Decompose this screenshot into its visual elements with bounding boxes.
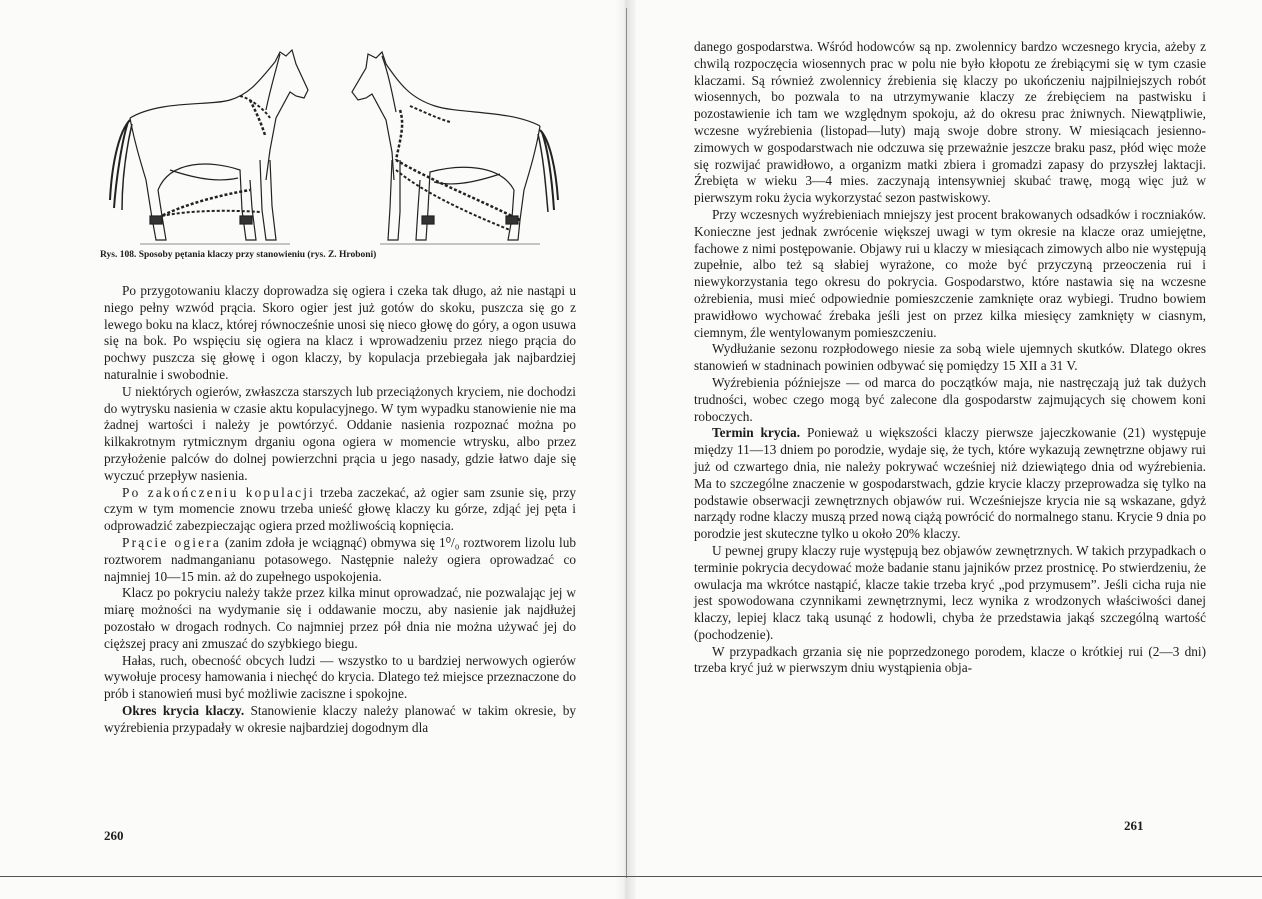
section-heading: Termin krycia. bbox=[712, 425, 801, 441]
paragraph: Okres krycia klaczy. Stanowienie klaczy należy planować w takim okresie, by wyźrebienia przypadały w okresie najbardziej dogodnym dla bbox=[104, 702, 576, 735]
paragraph: W przypadkach grzania się nie poprzedzonego porodem, klacze o krótkiej rui (2—3 dni) trzeba kryć już w pierwszym dniu wystąpienia obja- bbox=[694, 643, 1206, 676]
paragraph: Wydłużanie sezonu rozpłodowego niesie za sobą wiele ujemnych skutków. Dlatego okres stanowień w stadninach powinien odbywać się pomiędzy 15 XII a 31 V. bbox=[694, 341, 1206, 374]
page-number-left: 260 bbox=[104, 828, 124, 843]
left-text-column bbox=[104, 283, 576, 737]
paragraph: U niektórych ogierów, zwłaszcza starszych lub przeciążonych kryciem, nie dochodzi do wytrysku nasienia w czasie aktu kopulacyjnego. W tym wypadku stanowienie nie ma żadnej wartości i należy je powtórzyć. Oddanie nasienia rozpoznać można po kilkakrotnym rytmicznym drganiu ogona ogiera w momencie wtrysku, albo przez przyłożenie palców do dolnej powierzchni prącia u jego nasady, gdzie łatwo daje się wyczuć przepływ nasienia. bbox=[104, 383, 576, 483]
paragraph: Przy wczesnych wyźrebieniach mniejszy jest procent brakowanych odsadków i roczniaków. Konieczne jest jednak zwrócenie większej uwagi w tym okresie na klacze oraz umiejętne, fachowe z nimi postępowanie. Objawy rui u klaczy w miesiącach zimowych albo nie występują zupełnie, albo też są słabiej wyrażone, co może być przyczyną przeoczenia rui i niewykorzystania tego okresu do pokrycia. Gospodarstwo, które nastawia się na wczesne ożrebienia, musi mieć odpowiednie pomieszczenie zamknięte oraz wybiegi. Trudno bowiem prawidłowo wychować źrebaka jeśli jest on przez kilka miesięcy zamknięty w ciasnym, ciemnym, źle wentylowanym pomieszczeniu. bbox=[694, 206, 1206, 340]
page-gutter-line bbox=[626, 8, 627, 878]
right-text-column bbox=[694, 39, 1206, 677]
left-page bbox=[0, 0, 622, 899]
spaced-lead: Prącie ogiera bbox=[122, 534, 221, 550]
figure-horses bbox=[100, 40, 578, 250]
paragraph: Termin krycia. Ponieważ u większości klaczy pierwsze jajeczkowanie (21) występuje między 11—13 dniem po porodzie, wydaje się, że tych, które wykazują zewnętrzne objawy rui już od czwartego dnia, nie należy pokrywać wcześniej niż dziewiątego dnia od wyźrebienia. Ma to szczególne znaczenie w gospodarstwach, gdzie krycie klaczy przeprowadza się tylko na podstawie obserwacji zewnętrznych objawów rui. Wcześniejsze krycia nie są wskazane, gdyż narządy rodne klaczy muszą przed nową ciążą powrócić do normalnego stanu. Krycie 9 dnia po porodzie jest skuteczne tylko u około 20% klaczy. bbox=[694, 425, 1206, 542]
paragraph: Po przygotowaniu klaczy doprowadza się ogiera i czeka tak długo, aż nie nastąpi u niego pełny wzwód prącia. Skoro ogier jest już gotów do skoku, puszcza się go z lewego boku na klacz, której równocześnie unosi się nieco głowę do góry, a ogon usuwa się na bok. Po wspięciu się ogiera na klacz i wprowadzeniu przez niego prącia do pochwy puszcza się głowę i ogon klaczy, by kopulacja przebiegała jak najbardziej naturalnie i swobodnie. bbox=[104, 283, 576, 382]
horses-illustration bbox=[100, 40, 578, 250]
paragraph: danego gospodarstwa. Wśród hodowców są np. zwolennicy bardzo wczesnego krycia, ażeby z chwilą rozpoczęcia wiosennych prac w polu nie było kłopotu ze źrebiącymi się w tym czasie klaczami. Są również zwolennicy źrebienia się klaczy po ukończeniu najpilniejszych robót wiosennych, bo pozwala to na utrzymywanie klaczy ze źrebięciem na pastwisku i pozostawienie ich tam we względnym spokoju, aż do okresu prac żniwnych. Niewątpliwie, wczesne wyźrebienia (listopad—luty) mają swoje dobre strony. W miesiącach jesienno-zimowych w gospodarstwach nie odczuwa się przeważnie jeszcze braku pasz, płód więc może się rozwijać prawidłowo, a organizm matki zbiera i gromadzi zapasy do przyszłej laktacji. Źrebięta w wieku 3—4 mies. zaczynają intensywniej skubać trawę, mogą więc już w pierwszym roku życia wykorzystać sezon pastwiskowy. bbox=[694, 39, 1206, 206]
right-page bbox=[630, 0, 1262, 899]
paragraph: Po zakończeniu kopulacji trzeba zaczekać, aż ogier sam zsunie się, przy czym w tym momencie znowu trzeba unieść głowę klaczy ku górze, zdjąć jej pęta i odprowadzić zabezpieczając ogiera przed możliwością kopnięcia. bbox=[104, 484, 576, 534]
paragraph: Prącie ogiera (zanim zdoła je wciągnąć) obmywa się 1⁰/₀ roztworem lizolu lub roztworem nadmanganianu potasowego. Następnie należy ogiera oprowadzać co najmniej 10—15 min. aż do zupełnego uspokojenia. bbox=[104, 534, 576, 584]
paragraph: Klacz po pokryciu należy także przez kilka minut oprowadzać, nie pozwalając jej w miarę możności na wydymanie się i oddawanie moczu, aby nasienie jak najdłużej pozostało w drogach rodnych. Co najmniej przez pół dnia nie można używać jej do cięższej pracy ani zmuszać do szybkiego biegu. bbox=[104, 585, 576, 651]
paragraph: Hałas, ruch, obecność obcych ludzi — wszystko to u bardziej nerwowych ogierów wywołuje procesy hamowania i niechęć do krycia. Dlatego też miejsce przeznaczone do prób i stanowień musi być możliwie zaciszne i spokojne. bbox=[104, 652, 576, 702]
paragraph: U pewnej grupy klaczy ruje występują bez objawów zewnętrznych. W takich przypadkach o terminie pokrycia decydować może badanie stanu jajników przez prostnicę. Po stwierdzeniu, że owulacja ma wkrótce nastąpić, klacze takie trzeba kryć „pod przymusem”. Jeśli cicha ruja nie jest spowodowana czynnikami zewnętrznymi, lecz wynika z wrodzonych właściwości danej klaczy, lepiej klacz taką usunąć z hodowli, chyba że przedstawia jakąś szczególną wartość (pochodzenie). bbox=[694, 542, 1206, 642]
figure-caption: Rys. 108. Sposoby pętania klaczy przy stanowieniu (rys. Z. Hroboni) bbox=[100, 250, 377, 260]
page-number-right: 261 bbox=[1124, 818, 1144, 833]
paragraph: Wyźrebienia późniejsze — od marca do początków maja, nie nastręczają już tak dużych trudności, wobec czego mogą być zalecone dla gospodarstw zajmujących się chowem koni roboczych. bbox=[694, 374, 1206, 424]
spaced-lead: Po zakończeniu kopulacji bbox=[122, 484, 316, 500]
section-heading: Okres krycia klaczy. bbox=[122, 702, 245, 718]
